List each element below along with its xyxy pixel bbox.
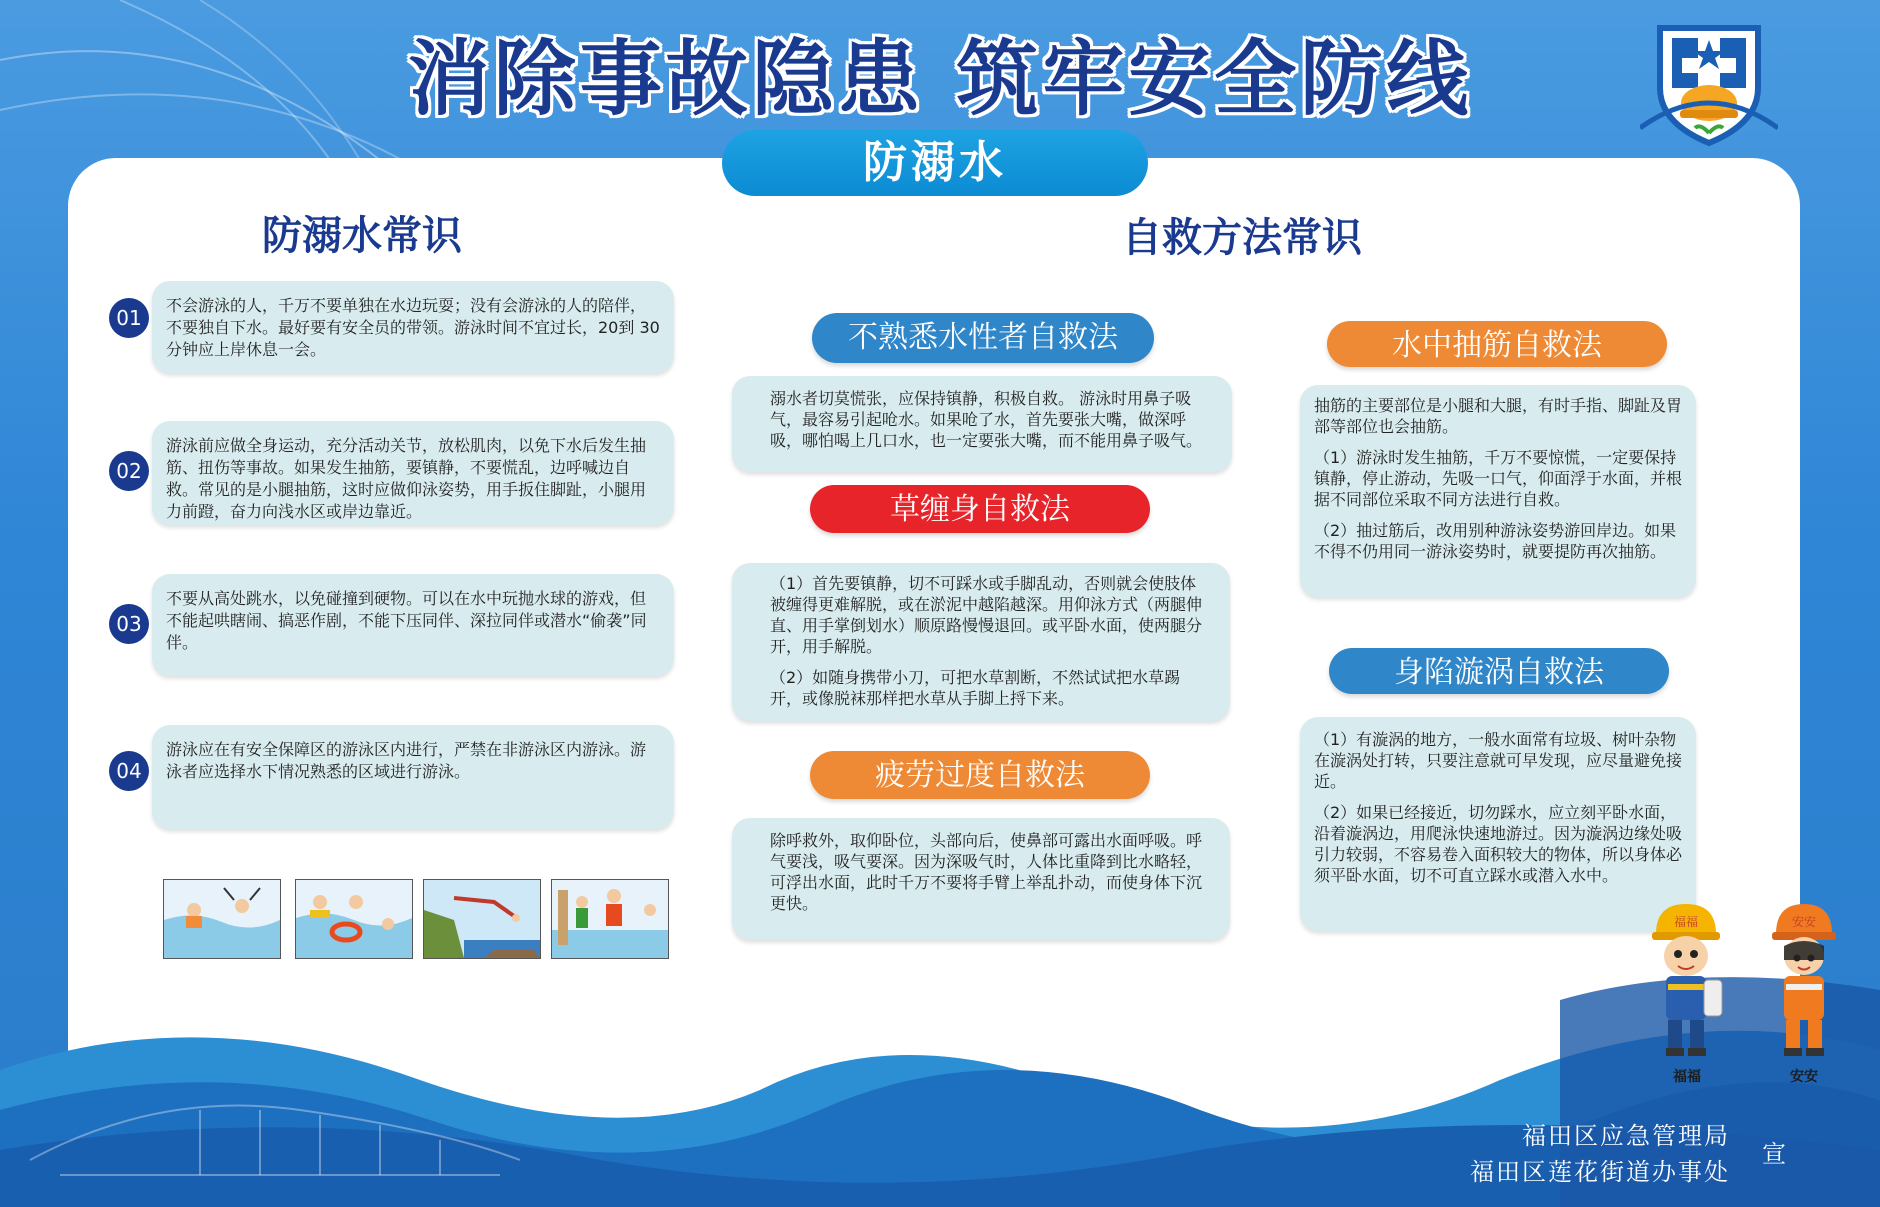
mascot-fufu-icon — [1646, 900, 1726, 1068]
mascot-name: 安安 — [1790, 1069, 1818, 1085]
method-title-unfamiliar: 不熟悉水性者自救法 — [812, 313, 1154, 363]
method-box-fatigue — [732, 818, 1230, 940]
method-title-fatigue: 疲劳过度自救法 — [810, 751, 1150, 799]
method-title-whirlpool: 身陷漩涡自救法 — [1329, 648, 1669, 694]
method-text: 抽筋的主要部位是小腿和大腿，有时手指、脚趾及胃部等部位也会抽筋。 — [1314, 396, 1683, 436]
topic-banner: 防溺水 — [722, 130, 1148, 196]
method-text: 溺水者切莫慌张，应保持镇静，积极自救。 游泳时用鼻子吸气，最容易引起呛水。如果呛了水，首先要张大嘴，做深呼吸，哪怕喝上几口水，也一定要张大嘴，而不能用鼻子吸气。 — [770, 389, 1203, 450]
method-text: （2）如随身携带小刀，可把水草割断，不然试试把水草踢开，或像脱袜那样把水草从手脚上捋下来。 — [770, 668, 1181, 708]
method-text: （2）如果已经接近，切勿踩水，应立刻平卧水面，沿着漩涡边，用爬泳快速地游过。因为漩涡边缘处吸引力较弱，不容易卷入面积较大的物体，所以身体必须平卧水面，切不可直立踩水或潜入水中。 — [1314, 803, 1683, 885]
method-box-unfamiliar — [732, 376, 1232, 472]
tip-box — [152, 421, 674, 525]
tip-box — [152, 281, 674, 373]
method-text: （1）游泳时发生抽筋，千万不要惊慌，一定要保持镇静，停止游动，先吸一口气，仰面浮于水面，并根据不同部位采取不同方法进行自救。 — [1314, 448, 1683, 509]
mascot-hat-label: 福福 — [1673, 915, 1699, 929]
tip-number-badge: 04 — [109, 751, 149, 791]
footer-org-1: 福田区应急管理局 — [1522, 1122, 1730, 1150]
method-box-whirlpool — [1300, 717, 1699, 931]
mascot-name: 福福 — [1673, 1069, 1701, 1085]
mascot-hat-label: 安安 — [1791, 915, 1817, 929]
tip-text: 游泳前应做全身运动，充分活动关节，放松肌肉，以免下水后发生抽筋、扭伤等事故。如果发生抽筋，要镇静，不要慌乱，边呼喊边自救。常见的是小腿抽筋，这时应做仰泳姿势，用手扳住脚趾，小腿用力前蹬，奋力向浅水区或岸边靠近。 — [166, 436, 647, 521]
tip-number-badge: 03 — [109, 604, 149, 644]
method-title-weeds: 草缠身自救法 — [810, 485, 1150, 533]
tip-box — [152, 574, 674, 676]
footer-organizations — [1470, 1118, 1730, 1190]
tip-text: 游泳应在有安全保障区的游泳区内进行，严禁在非游泳区内游泳。游泳者应选择水下情况熟悉的区域进行游泳。 — [166, 740, 647, 781]
rescue-illustration — [295, 879, 413, 959]
left-section-heading: 防溺水常识 — [262, 213, 462, 259]
mascot-anan-icon — [1768, 900, 1840, 1068]
tip-text: 不会游泳的人，千万不要单独在水边玩耍；没有会游泳的人的陪伴，不要独自下水。最好要有安全员的带领。游泳时间不宜过长，20到 30 分钟应上岸休息一会。 — [166, 296, 660, 359]
tip-box — [152, 725, 674, 829]
tip-number-badge: 02 — [109, 451, 149, 491]
method-text: 除呼救外，取仰卧位，头部向后，使鼻部可露出水面呼吸。呼气要浅，吸气要深。因为深吸气时，人体比重降到比水略轻，可浮出水面，此时千万不要将手臂上举乱扑动，而使身体下沉更快。 — [770, 831, 1203, 913]
playing-illustration — [551, 879, 669, 959]
tip-text: 不要从高处跳水，以免碰撞到硬物。可以在水中玩抛水球的游戏，但不能起哄瞎闹、搞恶作剧，不能下压同伴、深拉同伴或潜水“偷袭”同伴。 — [166, 589, 647, 652]
tip-number-badge: 01 — [109, 298, 149, 338]
method-title-cramp: 水中抽筋自救法 — [1327, 321, 1667, 367]
method-text: （1）有漩涡的地方，一般水面常有垃圾、树叶杂物在漩涡处打转，只要注意就可早发现，应尽量避免接近。 — [1314, 730, 1683, 791]
method-box-weeds — [732, 563, 1230, 721]
method-text: （1）首先要镇静，切不可踩水或手脚乱动，否则就会使肢体被缠得更难解脱，或在淤泥中越陷越深。用仰泳方式（两腿伸直、用手掌倒划水）顺原路慢慢退回。或平卧水面，使两腿分开，用手解脱。 — [770, 574, 1203, 656]
shield-logo-icon — [1640, 18, 1778, 148]
diving-illustration — [423, 879, 541, 959]
method-box-cramp — [1300, 385, 1696, 597]
right-section-heading: 自救方法常识 — [1122, 215, 1362, 261]
drowning-illustration — [163, 879, 281, 959]
main-title: 消除事故隐患 筑牢安全防线 — [407, 32, 1473, 127]
footer-org-2: 福田区莲花街道办事处 — [1470, 1158, 1730, 1186]
method-text: （2）抽过筋后，改用别种游泳姿势游回岸边。如果不得不仍用同一游泳姿势时，就要提防再次抽筋。 — [1314, 521, 1677, 561]
footer-suffix: 宣 — [1762, 1140, 1786, 1168]
